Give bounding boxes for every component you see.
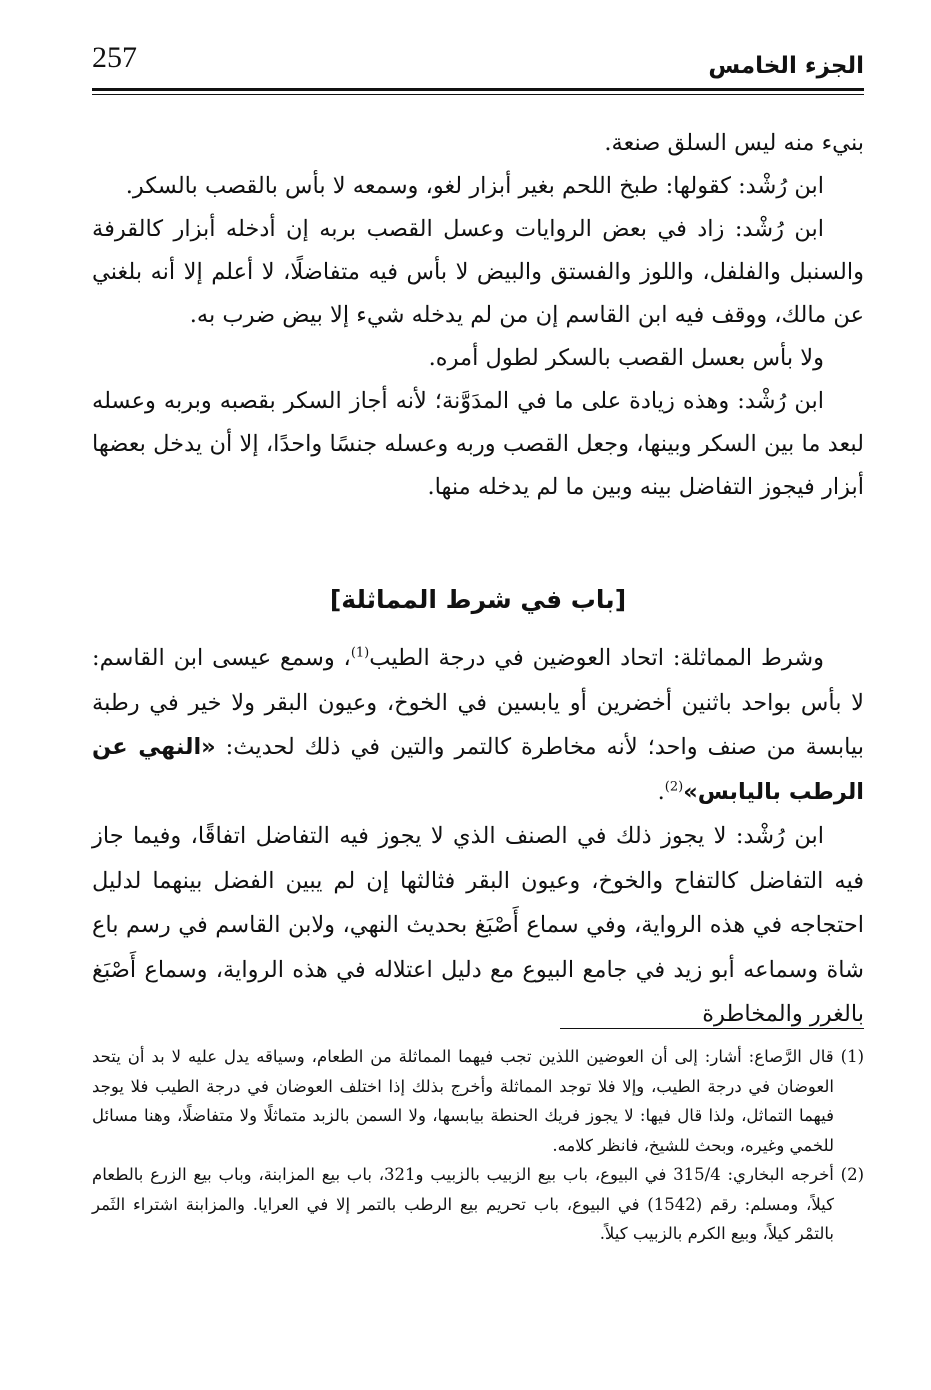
page-header <box>92 36 864 86</box>
header-rule-thin <box>92 94 864 95</box>
footnote-2-text: أخرجه البخاري: 315/4 في البيوع، باب بيع الزبيب بالزبيب و321، باب بيع المزابنة، وباب بيع الزرع بالطعام كيلاً، ومسلم: رقم (1542) في البيوع، باب تحريم بيع الرطب بالتمر إلا في العرايا. والمزابنة اشتراء الثَمر بالتمْر كيلاً، وبيع الكرم بالزبيب كيلاً. <box>92 1165 835 1243</box>
paragraph-6-text-a: وشرط المماثلة: اتحاد العوضين في درجة الطيب <box>369 645 824 671</box>
paragraph-6 <box>92 636 864 814</box>
paragraph-6-end: . <box>657 778 665 805</box>
footnote-2-marker: (2) <box>840 1165 864 1184</box>
header-rule-thick <box>92 88 864 91</box>
footnote-separator <box>560 1028 864 1029</box>
paragraph-3: ابن رُشْد: زاد في بعض الروايات وعسل القصب بربه إن أدخله أبزار كالقرفة والسنبل والفلفل، واللوز والفستق والبيض لا بأس فيه متفاضلًا، لا أعلم إلا أنه بلغني عن مالك، ووقف فيه ابن القاسم إن من لم يدخله شيء إلا بيض ضرب به. <box>92 216 864 328</box>
main-text-section-2 <box>92 636 864 1037</box>
paragraph-6-text-b: ، وسمع عيسى ابن القاسم: لا بأس بواحد باثنين أخضرين أو يابسين في الخوخ، وعيون البقر ولا خير في رطبة بيابسة من صنف واحد؛ لأنه مخاطرة كالتمر والتين في ذلك لحديث: <box>92 645 864 760</box>
footnote-1-marker: (1) <box>840 1047 864 1066</box>
footnote-ref-2: (2) <box>664 779 684 794</box>
main-text-section-1 <box>92 122 864 509</box>
footnote-1 <box>92 1042 864 1160</box>
hadith-quote: «النهي عن الرطب باليابس» <box>92 734 864 805</box>
section-heading: [باب في شرط المماثلة] <box>329 585 627 614</box>
paragraph-4: ولا بأس بعسل القصب بالسكر لطول أمره. <box>428 345 824 371</box>
page-number: 257 <box>92 41 137 74</box>
running-title: الجزء الخامس <box>708 53 864 79</box>
paragraph-2: ابن رُشْد: كقولها: طبخ اللحم بغير أبزار لغو، وسمعه لا بأس بالقصب بالسكر. <box>125 173 824 199</box>
paragraph-5: ابن رُشْد: وهذه زيادة على ما في المدَوَّنة؛ لأنه أجاز السكر بقصبه وبربه وعسله لبعد ما بين السكر وبينها، وجعل القصب وربه وعسله جنسًا واحدًا، إلا أن يدخل بعضها أبزار فيجوز التفاضل بينه وبين ما لم يدخله منها. <box>92 388 864 500</box>
paragraph-1: بنيء منه ليس السلق صنعة. <box>604 130 864 156</box>
footnote-1-text: قال الرَّصاع: أشار: إلى أن العوضين اللذين تجب فيهما المماثلة من الطعام، وسياقه يدل عليه لا بد أن يتحد العوضان في درجة الطيب، وإلا فلا توجد المماثلة وأخرج بذلك إذا اختلف العوضان في درجة الطيب فلا يوجد فيهما التماثل، ولذا قال فيها: لا يجوز فريك الحنطة بيابسها، ولا السمن بالزبد متماثلًا ولا متفاضلًا، وهنا مسائل للخمي وغيره، وبحث للشيخ، فانظر كلامه. <box>92 1047 834 1155</box>
footnote-2 <box>92 1160 864 1249</box>
footnote-ref-1: (1) <box>350 645 370 661</box>
footnotes <box>92 1042 864 1249</box>
paragraph-7: ابن رُشْد: لا يجوز ذلك في الصنف الذي لا يجوز فيه التفاضل اتفاقًا، وفيما جاز فيه التفاضل كالتفاح والخوخ، وعيون البقر فثالثها إن لم يبين الفضل بينهما لدليل احتجاجه في هذه الرواية، وفي سماع أَصْبَغ بحديث النهي، ولابن القاسم في رسم باع شاة وسماعه أبو زيد في جامع البيوع مع دليل اعتلاله في هذه الرواية، وسماع أَصْبَغ بالغرر والمخاطرة <box>92 823 864 1027</box>
